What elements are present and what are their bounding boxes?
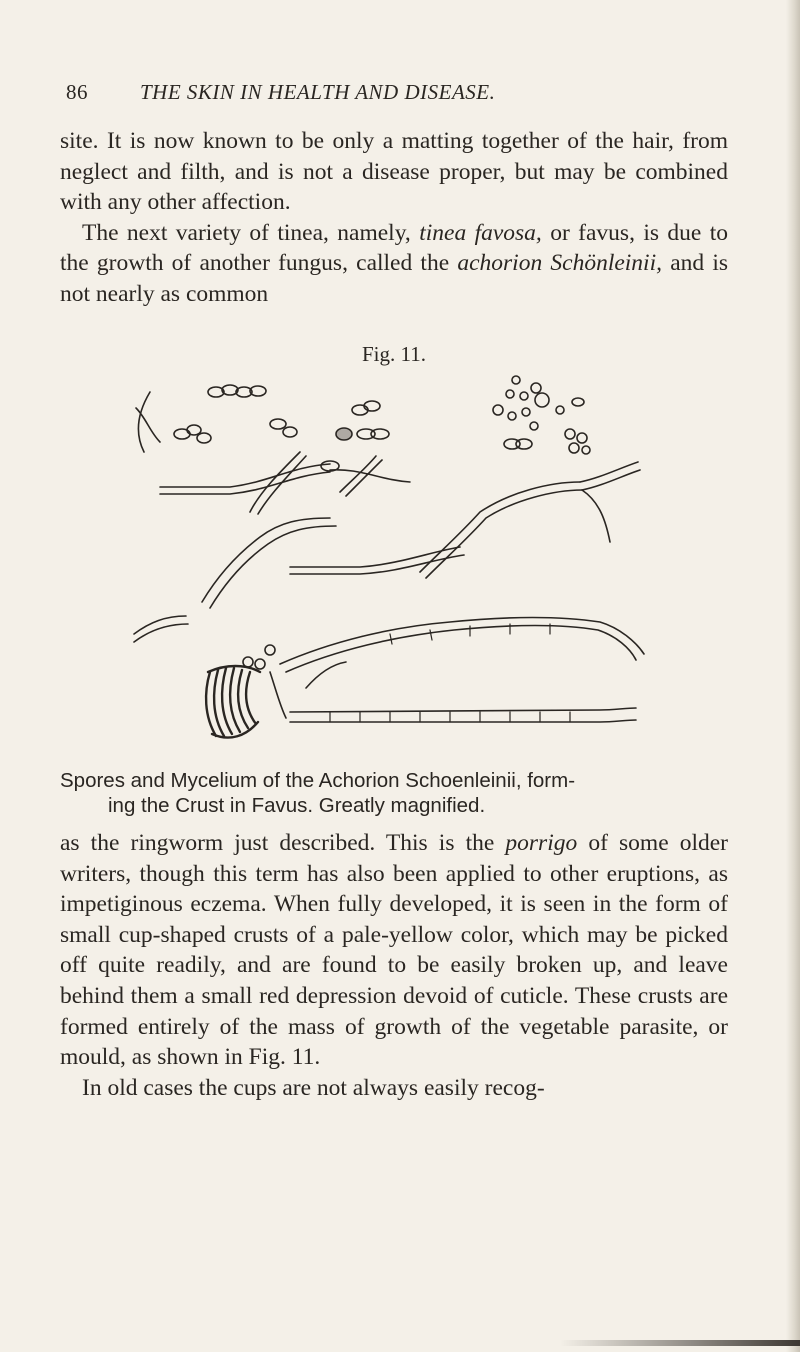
term-tinea-favosa: tinea favosa, — [419, 219, 542, 246]
paragraph-tinea-favosa — [60, 218, 728, 310]
text-run: or favus, is due to the growth of another fungus, called the — [60, 219, 728, 277]
paragraph-old-cases: In old cases the cups are not always easily recog- — [82, 1074, 545, 1101]
text-run: and is not nearly as common — [60, 250, 728, 307]
text-run: of some older writers, though this term has also been applied to other eruptions, as impetiginous eczema. When fully developed, it is seen in the form of small cup-shaped crusts of a pale-yellow color, which may be picked off quite readily, and are found to be easily broken up, and leave behind them a small red depression devoid of cuticle. These crusts are formed entirely of the mass of growth of the vegetable parasite, or mould, as shown in Fig. 11. — [60, 830, 729, 1071]
figure-illustration — [130, 372, 670, 762]
hyphae-segments — [330, 624, 570, 722]
spore-cluster-right — [493, 376, 590, 454]
term-achorion: achorion Schönleinii, — [457, 250, 662, 277]
spore-cluster-left — [136, 385, 389, 471]
caption-line-1: Spores and Mycelium of the Achorion Schoenleinii, form- — [60, 769, 576, 792]
figure-label: Fig. 11. — [362, 342, 426, 366]
top-text-block — [60, 126, 728, 310]
running-title: THE SKIN IN HEALTH AND DISEASE. — [140, 80, 496, 104]
paragraph-site: site. It is now known to be only a matting together of the hair, from neglect and filth, and is not a disease proper, but may be combined with any other affection. — [60, 128, 728, 216]
caption-line-2: ing the Crust in Favus. Greatly magnified. — [108, 794, 486, 817]
bottom-text-block — [60, 828, 728, 1103]
text-run: as the ringworm just described. This is the — [60, 830, 506, 856]
mycelium-threads — [134, 452, 644, 722]
page-edge-shadow — [786, 0, 800, 1352]
crust-mass — [206, 666, 260, 738]
term-porrigo: porrigo — [505, 830, 578, 856]
paragraph-porrigo — [60, 828, 728, 1073]
figure-caption — [60, 768, 740, 818]
page-number: 86 — [66, 80, 88, 104]
page-bottom-edge — [560, 1340, 800, 1346]
text-run: The next variety of tinea, namely, — [82, 219, 420, 246]
